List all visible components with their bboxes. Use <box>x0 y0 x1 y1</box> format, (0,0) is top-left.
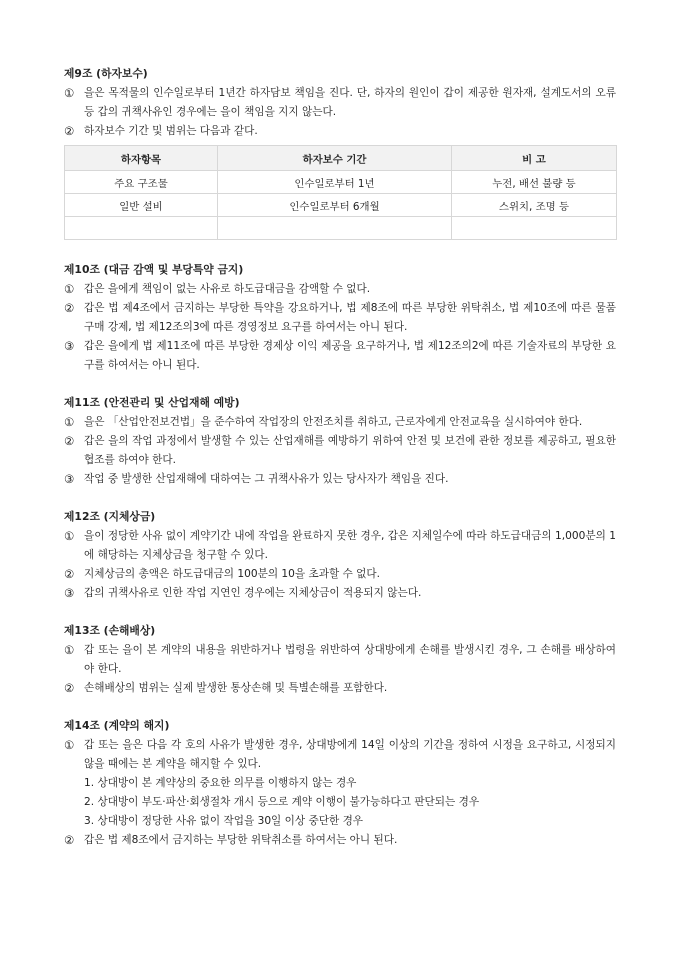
clause-text: 지체상금의 총액은 하도급대금의 100분의 10을 초과할 수 없다. <box>84 568 381 580</box>
clause-2 <box>64 679 616 698</box>
clause-number: ③ <box>64 339 75 353</box>
article-title: 제10조 (대금 감액 및 부당특약 금지) <box>64 263 244 276</box>
article-14 <box>64 716 616 850</box>
clause-1 <box>64 736 616 774</box>
clause-number: ① <box>64 643 75 657</box>
clause-number: ① <box>64 415 75 429</box>
table-header-cell: 하자항목 <box>65 146 218 171</box>
article-title: 제14조 (계약의 해지) <box>64 719 170 732</box>
clause-1 <box>64 413 616 432</box>
clause-text: 갑은 을에게 법 제11조에 따른 부당한 경제상 이익 제공을 요구하거나, 법 제12조의2에 따른 기술자료의 부당한 요구를 하여서는 아니 된다. <box>84 340 616 371</box>
article-12 <box>64 507 616 603</box>
table-row <box>65 194 617 217</box>
list-item: 3. 상대방이 정당한 사유 없이 작업을 30일 이상 중단한 경우 <box>84 815 364 827</box>
table-cell <box>452 217 617 240</box>
clause-number: ② <box>64 301 75 315</box>
clause-text: 갑 또는 을이 본 계약의 내용을 위반하거나 법령을 위반하여 상대방에게 손해를 발생시킨 경우, 그 손해를 배상하여야 한다. <box>84 644 616 675</box>
clause-number: ② <box>64 124 75 138</box>
clause-1 <box>64 641 616 679</box>
clause-text: 갑은 법 제4조에서 금지하는 부당한 특약을 강요하거나, 법 제8조에 따른 부당한 위탁취소, 법 제10조에 따른 물품구매 강제, 법 제12조의3에 따른 경영정보 요구를 하여서는 아니 된다. <box>84 302 616 333</box>
clause-text: 손해배상의 범위는 실제 발생한 통상손해 및 특별손해를 포함한다. <box>84 682 388 694</box>
table-cell <box>218 217 452 240</box>
clause-number: ③ <box>64 586 75 600</box>
section-gap <box>64 603 616 621</box>
clause-number: ① <box>64 738 75 752</box>
clause-text: 하자보수 기간 및 범위는 다음과 같다. <box>84 125 258 137</box>
section-gap <box>64 698 616 716</box>
article-13 <box>64 621 616 698</box>
contract-page <box>64 64 616 850</box>
clause-number: ② <box>64 567 75 581</box>
clause-number: ① <box>64 529 75 543</box>
table-cell: 인수일로부터 1년 <box>218 171 452 194</box>
clause-1 <box>64 280 616 299</box>
clause-2 <box>64 122 616 141</box>
clause-text: 갑은 법 제8조에서 금지하는 부당한 위탁취소를 하여서는 아니 된다. <box>84 834 398 846</box>
table-cell: 인수일로부터 6개월 <box>218 194 452 217</box>
article-11 <box>64 393 616 489</box>
article-title: 제9조 (하자보수) <box>64 67 148 80</box>
list-item: 1. 상대방이 본 계약상의 중요한 의무를 이행하지 않는 경우 <box>84 777 357 789</box>
article-title: 제12조 (지체상금) <box>64 510 156 523</box>
section-gap <box>64 489 616 507</box>
clause-text: 작업 중 발생한 산업재해에 대하여는 그 귀책사유가 있는 당사자가 책임을 진다. <box>84 473 449 485</box>
clause-2 <box>64 831 616 850</box>
clause-text: 갑 또는 을은 다음 각 호의 사유가 발생한 경우, 상대방에게 14일 이상의 기간을 정하여 시정을 요구하고, 시정되지 않을 때에는 본 계약을 해지할 수 있다. <box>84 739 616 770</box>
clause-number: ① <box>64 282 75 296</box>
clause-2 <box>64 432 616 470</box>
table-cell: 누전, 배선 불량 등 <box>452 171 617 194</box>
clause-text: 을은 목적물의 인수일로부터 1년간 하자담보 책임을 진다. 단, 하자의 원인이 갑이 제공한 원자재, 설계도서의 오류 등 갑의 귀책사유인 경우에는 을이 책임을 지지 않는다. <box>84 87 616 118</box>
table-header-row <box>65 146 617 171</box>
table-cell <box>65 217 218 240</box>
clause-3 <box>64 584 616 603</box>
clause-number: ② <box>64 833 75 847</box>
table-cell: 일반 설비 <box>65 194 218 217</box>
table-header-cell: 하자보수 기간 <box>218 146 452 171</box>
article-title: 제13조 (손해배상) <box>64 624 156 637</box>
clause-number: ③ <box>64 472 75 486</box>
clause-text: 갑은 을의 작업 과정에서 발생할 수 있는 산업재해를 예방하기 위하여 안전 및 보건에 관한 정보를 제공하고, 필요한 협조를 하여야 한다. <box>84 435 616 466</box>
table-cell: 스위치, 조명 등 <box>452 194 617 217</box>
clause-1 <box>64 527 616 565</box>
clause-text: 갑의 귀책사유로 인한 작업 지연인 경우에는 지체상금이 적용되지 않는다. <box>84 587 422 599</box>
article-title: 제11조 (안전관리 및 산업재해 예방) <box>64 396 240 409</box>
article-9 <box>64 64 616 240</box>
clause-number: ② <box>64 681 75 695</box>
clause-2 <box>64 565 616 584</box>
clause-text: 을은 「산업안전보건법」을 준수하여 작업장의 안전조치를 취하고, 근로자에게 안전교육을 실시하여야 한다. <box>84 416 583 428</box>
list-item: 2. 상대방이 부도·파산·회생절차 개시 등으로 계약 이행이 불가능하다고 판단되는 경우 <box>84 796 480 808</box>
defect-table <box>64 145 617 240</box>
clause-3 <box>64 337 616 375</box>
clause-text: 을이 정당한 사유 없이 계약기간 내에 작업을 완료하지 못한 경우, 갑은 지체일수에 따라 하도급대금의 1,000분의 1에 해당하는 지체상금을 청구할 수 있다. <box>84 530 616 561</box>
table-cell: 주요 구조물 <box>65 171 218 194</box>
table-row <box>65 171 617 194</box>
clause-number: ① <box>64 86 75 100</box>
table-header-cell: 비 고 <box>452 146 617 171</box>
clause-2 <box>64 299 616 337</box>
clause-1 <box>64 84 616 122</box>
section-gap <box>64 242 616 260</box>
clause-3 <box>64 470 616 489</box>
article-10 <box>64 260 616 375</box>
clause-number: ② <box>64 434 75 448</box>
table-row <box>65 217 617 240</box>
clause-text: 갑은 을에게 책임이 없는 사유로 하도급대금을 감액할 수 없다. <box>84 283 371 295</box>
section-gap <box>64 375 616 393</box>
